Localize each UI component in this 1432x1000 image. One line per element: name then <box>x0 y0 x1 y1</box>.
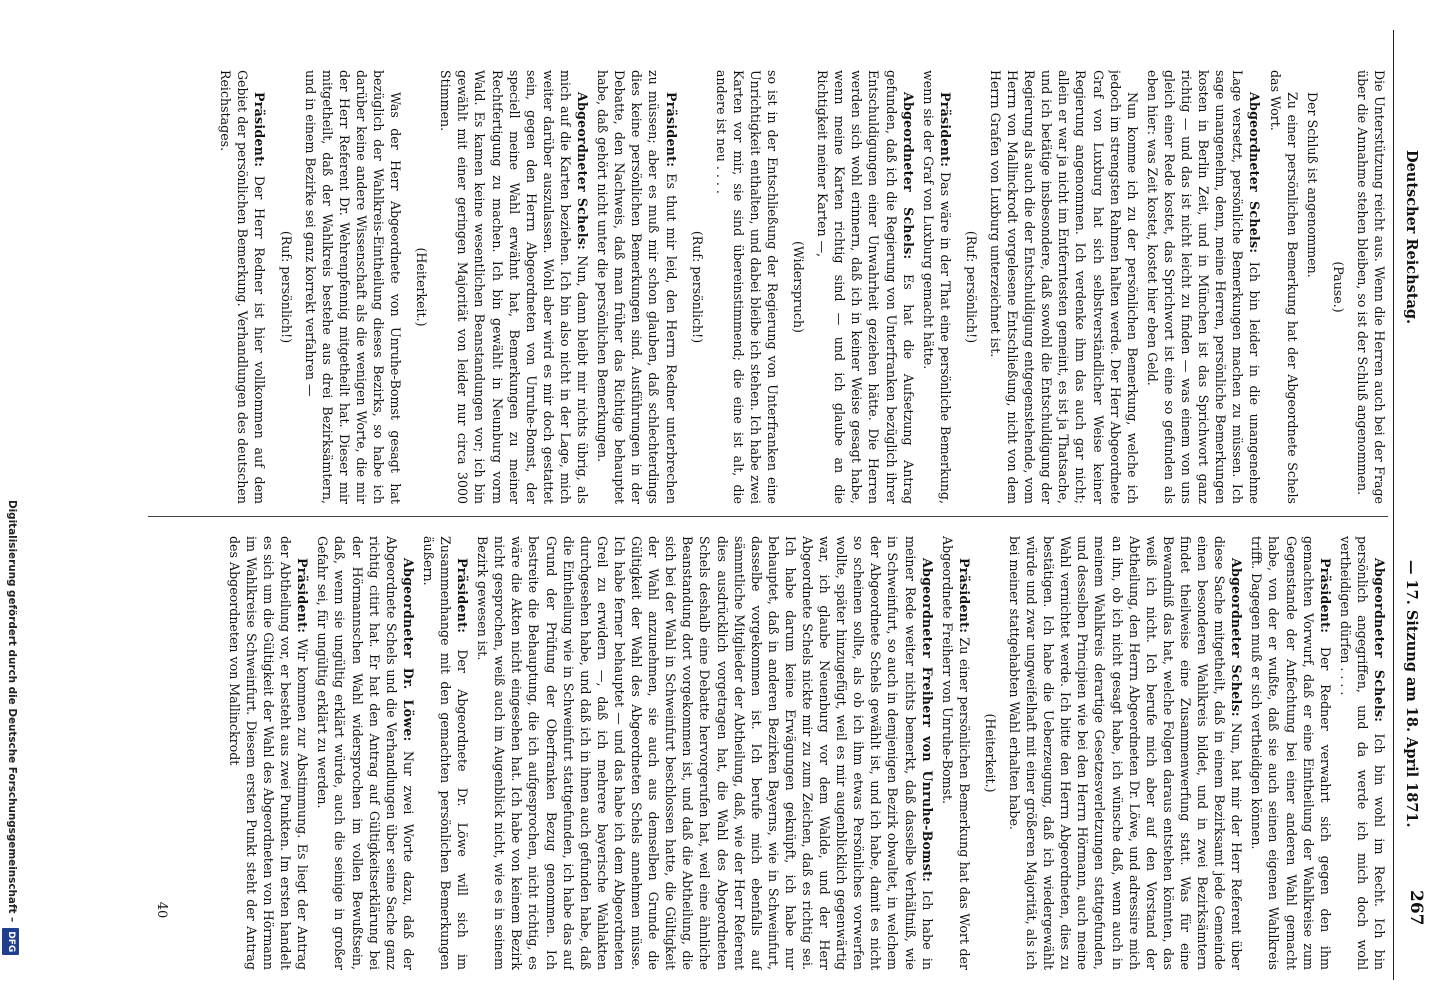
paragraph <box>594 70 679 504</box>
paragraph-text: Wir kommen zur Abstimmung. Es liegt der Antrag der Abtheilung vor, er besteht aus zwei Punkten. Im ersten handelt es sich um die Gültigkeit der Wahl des Abgeordneten von Hörmann im Wahlkreise Schweinfurt. Diesem ersten Punkt steht der Antrag des Abgeordneten von Mallinckrodt <box>226 536 311 970</box>
speaker-name: Präsident: <box>455 558 471 634</box>
signature-mark: 40 <box>154 901 169 919</box>
speaker-name: Präsident: <box>1317 558 1333 634</box>
interjection: (Ruf: persönlich!) <box>689 230 705 344</box>
paragraph-text: Nun komme ich zu der persönlichen Bemerkung, welche ich jedoch im strengsten Rahmen halten werde. Der Herr Abgeordnete Graf von Luxburg hat sich selbstverständlicher Weise keiner Regierung angenommen. Ich verdenke ihm das auch gar nicht; allein er war ja nicht im Entferntesten gemeint, es ist ja Thatsache, und ich betätige insbesondere, daß sowohl die Entschuldigung der Regierung als auch die der Entschuldigung entgegenstehende, vom Herrn von Mallinckrodt vorgelesene Entschließung, nicht von dem Herrn Grafen von Luxburg unterzeichnet ist. <box>988 70 1140 504</box>
paragraph <box>437 70 591 504</box>
paragraph <box>920 70 954 504</box>
paragraph <box>1337 536 1388 970</box>
interjection: (Heiterkeit.) <box>982 713 998 793</box>
paragraph-text: Nun, dann bleibt mir nichts übrig, als mich auf die Karten beziehen. Ich bin also nicht in der Lage, mich weiter darüber auszulassen. Wohl aber wird es mir doch gestattet sein, gegen den Herrn Abgeordneten von Unruhe-Bomst, der speciell meine Wahl erwähnt hat, Bemerkungen zu meiner Rechtfertigung zu machen. Ich bin gewählt in Neunburg vorm Wald. Es kamen keine wesentlichen Beanstandungen vor; ich bin gewählt mit einer geringen Majorität von leider nur circa 3000 Stimmen. <box>438 70 591 504</box>
paragraph-text: Zu einer persönlichen Bemerkung hat das Wort der Abgeordnete Freiherr von Unruhe-Bomst. <box>939 536 972 970</box>
paragraph <box>474 536 936 970</box>
paragraph-text: Ich habe in meiner Rede weiter nichts bemerkt, daß dasselbe Verhältniß, wie in Schweinfurt, so auch in demjenigen Bezirk obwaltet, in welchem der Abgeordnete Schels gewählt ist, und ich habe, damit es nicht so scheinen sollte, als ob ich ihm etwas Persönliches vorwerfen wollte, später hinzugefügt, weil es mir augenblicklich gegenwärtig war, ich glaube Neuenburg vor dem Walde, und der Herr Abgeordnete Schels nickte mir zu zum Zeichen, daß es richtig sei. Ich habe darum keine Erwägungen geknüpft, ich habe nur behauptet, daß in anderen Bezirken Bayerns, wie in Schweinfurt, dasselbe vorgekommen ist. Ich berufe mich ebenfalls auf sämmtliche Mitglieder der Abtheilung, daß, wie der Herr Referent dies ausdrücklich vorgetragen hat, die Wahl des Abgeordneten Schels deshalb eine Debatte hervorgerufen hat, weil eine ähnliche Beanstandung dort vorgekommen ist, und daß die Abtheilung, die sich bei der Wahl in Schweinfurt beschlossen hatte, die Gültigkeit der Wahl anzunehmen, sie auch aus demselben Grunde die Gültigkeit der Wahl des Abgeordneten Schels annehmen müsse. Ich habe ferner behauptet — und das habe ich dem Abgeordneten Greil zu erwidern —, daß ich mehrere bayerische Wahlakten durchgesehen habe, und daß ich in ihnen auch gefunden habe, daß die Eintheilung wie in Schweinfurt stattgefunden, ich habe das auf Grund der Prüfung der Oberfranken Bezug genommen. Ich bestreite die Behauptung, die ich aufgesprochen, nicht richtig, es wäre die Akten nicht eingesehen hat. Ich habe von keinem Bezirk nicht gesprochen, weiß auch im Augenblick nicht, wie es in seinem Bezirk gewesen ist. <box>475 536 935 970</box>
credit-text: Digitalisierung gefördert durch die Deutsche Forschungsgemeinschaft – <box>6 500 18 923</box>
paragraph-text: Der Abgeordnete Dr. Löwe will sich im Zusammenhange mit den gemachten persönlichen Bemerkungen äußern. <box>420 536 471 970</box>
speaker-name: Abgeordneter Schels: <box>575 92 591 251</box>
paragraph-text: so ist in der Entschließung der Regierung von Unterfranken eine Unrichtigkeit enthalten, und dabei bleibe ich stehen. Ich habe zwei Karten vor mir, sie sind übereinstimmend; die eine ist alt, die andere ist neu . . . . <box>713 70 780 504</box>
paragraph-text: Es thut mir leid, den Herrn Redner unterbrechen zu müssen; aber es muß mir schon glauben, daß schlechterdings dies keine persönlichen Bemerkungen sind. Ausführungen in der Debatte, den Nachweis, daß man früher das Richtige behauptet habe, daß gehört nicht unter die persönlichen Bemerkungen. <box>595 70 679 504</box>
running-head <box>1400 40 1424 970</box>
digitization-credit <box>4 500 20 990</box>
speaker-name: Präsident: <box>663 92 679 168</box>
paragraph <box>302 70 405 504</box>
speaker-name: Abgeordneter Freiherr von Unruhe-Bomst: <box>919 558 935 883</box>
paragraph-text: Der Redner verwahrt sich gegen den ihm gemachten Vorwurf, daß er eine Eintheilung der Wahlkreise zum Gegenstande der Anfechtung bei einer anderen Wahl gemacht habe, von der er wußte, daß sie auch seinen eigenen Wahlkreis trifft. Dagegen muß er sich vertheidigen können. <box>1249 536 1333 970</box>
interjection: (Widerspruch) <box>791 241 807 333</box>
journal-title: Deutscher Reichstag. <box>1403 150 1420 325</box>
paragraph-text: Ich bin wohl im Recht. Ich bin persönlich angegriffen, und da werde ich mich doch wohl vertheidigen dürfen . . . . <box>1337 536 1387 970</box>
paragraph-text: Nur zwei Worte dazu, daß der Abgeordnete Schels und die Verhandlungen über seine Sache ganz richtig citirt hat. Er hat den Antrag auf Gültigkeitserklärung bei der Hörmannschen Wahl widersprochen im vollen Bewußtsein, daß, wenn sie ungültig erklärt würde, auch die seinige in großer Gefahr sei, für ungültig erklärt zu werden. <box>315 536 416 970</box>
paragraph-text: Das wäre in der That eine persönliche Bemerkung, wenn sie der Graf von Luxburg gemacht hätte. <box>920 70 953 504</box>
speaker-name: Präsident: <box>956 558 972 634</box>
page-number: 267 <box>1406 890 1426 926</box>
paragraph-text: Nun, hat mir der Herr Referent über diese Sache mitgetheilt, daß in einem Bezirksamt jede Gemeinde einen besonderen Wahlkreis bildet, und in zwei Bezirksämtern findet theilweise eine Zusammenwerfung statt. Was für eine Bewandniß das hat, welche Folgen daraus entstehen könnten, das weiß ich nicht. Ich berufe mich aber auf den Vorstand der Abtheilung, den Herrn Abgeordneten Dr. Löwe, und adressire mich an ihn, ob ich nicht gesagt habe, ich wünsche daß, wenn auch in meinem Wahlkreis derartige Gesetzesverletzungen stattgefunden, und desselben Principien wie bei den Herrn Hörmann, auch meine Wahl vernichtet werde. Ich bitte den Herrn Abgeordneten, dies zu bestätigen. Ich habe die Ueberzeugung, daß ich wiedergewählt würde und zwar ungweifelhaft mit einer größeren Majorität, als ich bei meiner stattgehabten Wahl erhalten habe. <box>1007 536 1245 970</box>
speaker-name: Präsident: <box>252 92 268 168</box>
speaker-name: Präsident: <box>295 558 311 634</box>
interjection: (Ruf: persönlich!) <box>278 230 294 344</box>
paragraph <box>1248 536 1333 970</box>
header-rule <box>1393 30 1394 980</box>
paragraph-text: Es hat die Aufsetzung Antrag gefunden, daß ich die Regierung von Unterfranken bezüglich ihrer Entschuldigungen einer Unwahrheit geziehen hätte. Die Herren werden sich wohl erinnern, daß ich in keiner Weise gesagt habe, wenn meine Karten richtig sind — und ich glaube an die Richtigkeit meiner Karten —, <box>815 70 916 504</box>
speaker-name: Präsident: <box>937 92 953 168</box>
dfg-logo: DFG <box>2 928 19 955</box>
speaker-name: Abgeordneter Schels: <box>900 92 916 260</box>
paragraph-text: Ich bin leider in die unangenehme Lage versetzt, persönliche Bemerkungen machen zu müssen. Ich sage unangenehm, denn, meine Herren, persönliche Bemerkungen kosten in Berlin Zeit, und in München ist das Sprichwort ganz richtig — und das ist nicht leicht zu finden — was einem von uns gleich einer Rede kostet, das Sprichwort ist eine so gefunden als eben hier: was Zeit kostet, kostet hier eben Geld. <box>1144 70 1263 504</box>
right-text-column <box>138 536 1388 970</box>
paragraph-text: Der Herr Redner ist hier vollkommen auf dem Gebiet der persönlichen Bemerkung. Verhandlungen des deutschen Reichstages. <box>218 70 268 504</box>
left-text-column <box>138 70 1388 504</box>
paragraph-text: Zu einer persönlichen Bemerkung hat der Abgeordnete Schels das Wort. <box>1267 70 1300 504</box>
paragraph <box>226 536 311 970</box>
paragraph <box>1266 70 1300 504</box>
paragraph-text: Der Schluß ist angenommen. <box>1304 92 1320 278</box>
paragraph <box>987 70 1141 504</box>
paragraph <box>1144 70 1264 504</box>
interjection: (Heiterkeit.) <box>414 247 430 327</box>
paragraph <box>420 536 471 970</box>
speaker-name: Abgeordneter Schels: <box>1247 92 1263 254</box>
paragraph-text: Die Unterstützung reicht aus. Wenn die Herren auch bei der Frage über die Annahme stehen bleiben, so ist der Schluß angenommen. <box>1354 70 1387 504</box>
interjection: (Pause.) <box>1330 261 1346 313</box>
paragraph <box>217 70 268 504</box>
paragraph <box>814 70 917 504</box>
column-divider <box>148 516 1388 517</box>
speaker-name: Abgeordneter Schels: <box>1372 558 1387 723</box>
speaker-name: Abgeordneter Dr. Löwe: <box>400 558 416 742</box>
paragraph <box>314 536 417 970</box>
session-date: — 17. Sitzung am 18. April 1871. <box>1403 560 1420 828</box>
paragraph <box>713 70 781 504</box>
paragraph-text: Was der Herr Abgeordnete von Unruhe-Bomst gesagt hat bezüglich der Wahlkreis-Eintheilung dieses Bezirks, so habe ich darüber keine andere Wissenschaft als die wenigen Worte, die mir der Herr Referent Dr. Wehrenpfennig mitgetheilt hat. Dieser mir mitgetheilt, daß der Wahlkreis bestehe aus drei Bezirksämtern, und in einem Bezirke sei ganz korrekt verfahren — <box>302 70 404 504</box>
paragraph <box>939 536 973 970</box>
interjection: (Ruf: persönlich!) <box>963 230 979 344</box>
paragraph <box>1354 70 1388 504</box>
paragraph <box>1304 70 1321 504</box>
paragraph <box>1006 536 1245 970</box>
speaker-name: Abgeordneter Schels: <box>1229 558 1245 717</box>
